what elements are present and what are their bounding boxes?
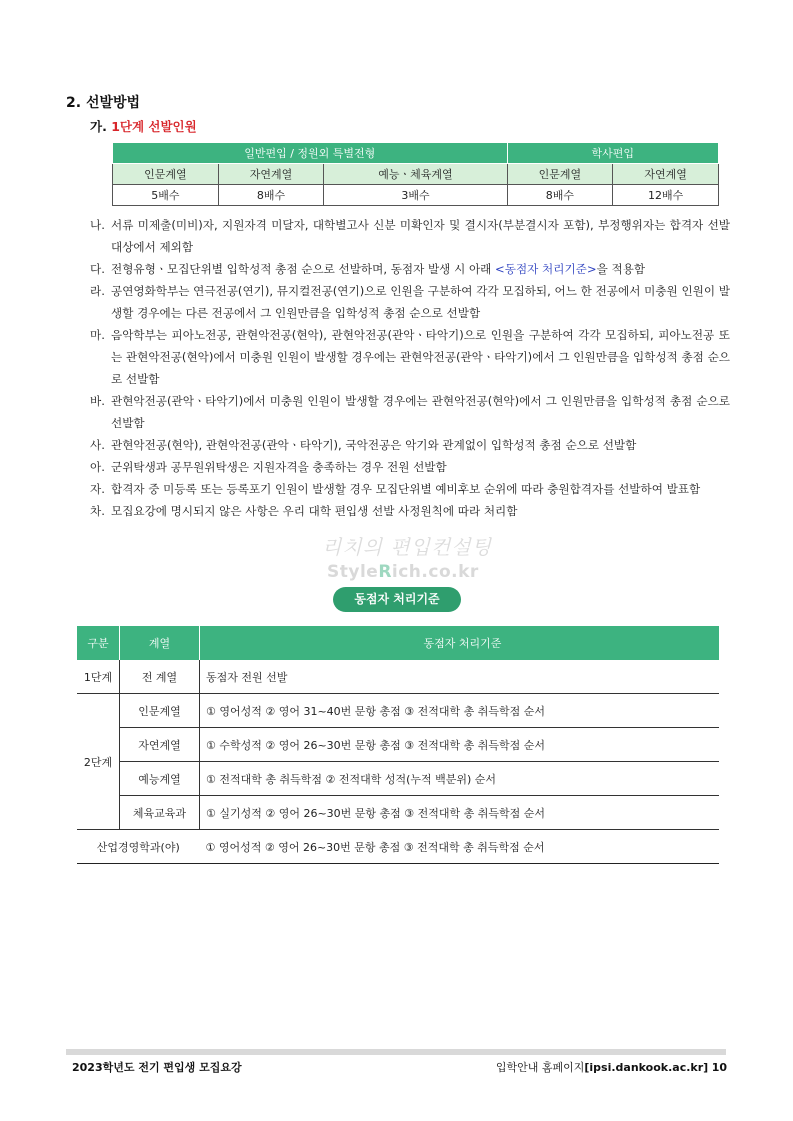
table-row [77,728,719,762]
tie-rule-table [77,626,719,864]
list-item [90,280,730,324]
footer-site-url: [ipsi.dankook.ac.kr] [584,1061,709,1074]
footer-title: 2023학년도 전기 편입생 모집요강 [72,1061,242,1074]
item-text: 음악학부는 피아노전공, 관현악전공(현악), 관현악전공(관악ㆍ타악기)으로 인원을 구분하여 각각 모집하되, 피아노전공 또는 관현악전공(현악)에서 미충원 인원이 발생할 경우에는 관현악전공(관악ㆍ타악기)에서 그 인원만큼을 입학성적 총점 순으로 선발함 [111,328,730,386]
item-text: 공연영화학부는 연극전공(연기), 뮤지컬전공(연기)으로 인원을 구분하여 각각 모집하되, 어느 한 전공에서 미충원 인원이 발생할 경우에는 다른 전공에서 그 인원만큼을 입학성적 총점 순으로 선발함 [111,284,730,320]
item-text-before: 전형유형ㆍ모집단위별 입학성적 총점 순으로 선발하며, 동점자 발생 시 아래 [111,262,496,276]
stage-cell: 2단계 [77,694,120,830]
section-title-text: 선발방법 [85,95,141,111]
item-marker: 차. [90,504,105,518]
table-cell: 12배수 [613,185,719,206]
field-cell: 전 계열 [120,660,200,694]
table-header-row [113,164,719,185]
column-header: 자연계열 [218,164,324,185]
field-cell: 산업경영학과(야) [77,830,200,864]
field-cell: 예능계열 [120,762,200,796]
table-cell: 8배수 [218,185,324,206]
table-cell: 8배수 [507,185,613,206]
rule-cell: ① 실기성적 ② 영어 26~30번 문항 총점 ③ 전적대학 총 취득학점 순서 [200,796,720,830]
table-cell: 3배수 [324,185,507,206]
item-text: 관현악전공(현악), 관현악전공(관악ㆍ타악기), 국악전공은 악기와 관계없이 입학성적 총점 순으로 선발함 [111,438,637,452]
notes-list [90,214,730,522]
footer-site-label: 입학안내 홈페이지 [495,1061,585,1074]
section-number: 2. [66,95,82,111]
list-item [90,258,730,280]
list-item [90,434,730,456]
table-row [113,185,719,206]
subsection-title-text: 1단계 선발인원 [111,119,197,134]
item-marker: 다. [90,262,105,276]
rule-cell: ① 영어성적 ② 영어 31~40번 문항 총점 ③ 전적대학 총 취득학점 순서 [200,694,720,728]
column-header: 구분 [77,626,120,660]
column-header: 인문계열 [507,164,613,185]
stage-cell: 1단계 [77,660,120,694]
item-text-after: 을 적용함 [596,262,646,276]
list-item [90,456,730,478]
item-text: 서류 미제출(미비)자, 지원자격 미달자, 대학별고사 신분 미확인자 및 결시자(부분결시자 포함), 부정행위자는 합격자 선발대상에서 제외함 [111,218,730,254]
footer-divider [66,1049,726,1055]
table-row [77,830,719,864]
table-row [77,660,719,694]
field-cell: 체육교육과 [120,796,200,830]
item-marker: 자. [90,482,105,496]
table-header-row [77,626,719,660]
column-header: 자연계열 [613,164,719,185]
table-row [77,694,719,728]
footer-right [496,1059,727,1075]
column-header: 계열 [120,626,200,660]
item-marker: 마. [90,328,105,342]
item-text: 관현악전공(관악ㆍ타악기)에서 미충원 인원이 발생할 경우에는 관현악전공(현악)에서 그 인원만큼을 입학성적 총점 순으로 선발함 [111,394,730,430]
list-item [90,214,730,258]
column-header: 예능ㆍ체육계열 [324,164,507,185]
watermark-korean: 리치의 편입컨설팅 [322,535,492,559]
watermark-url: StyleRich.co.kr [327,562,479,582]
item-text: 군위탁생과 공무원위탁생은 지원자격을 충족하는 경우 전원 선발함 [111,460,447,474]
table-row [77,762,719,796]
column-header: 인문계열 [113,164,219,185]
tie-rule-badge: 동점자 처리기준 [333,587,461,612]
table-group-row [113,143,719,164]
list-item [90,324,730,390]
group-general: 일반편입 / 정원외 특별전형 [113,143,508,164]
rule-cell: ① 수학성적 ② 영어 26~30번 문항 총점 ③ 전적대학 총 취득학점 순서 [200,728,720,762]
rule-cell: ① 전적대학 총 취득학점 ② 전적대학 성적(누적 백분위) 순서 [200,762,720,796]
list-item [90,390,730,434]
section-title [66,92,140,112]
field-cell: 자연계열 [120,728,200,762]
item-marker: 사. [90,438,105,452]
list-item [90,478,730,500]
first-stage-table [112,142,719,206]
item-text: 모집요강에 명시되지 않은 사항은 우리 대학 편입생 선발 사정원칙에 따라 처리함 [111,504,518,518]
item-text [111,258,730,280]
page-number: 10 [711,1061,727,1074]
item-marker: 라. [90,284,105,298]
group-bachelor: 학사편입 [507,143,718,164]
item-marker: 바. [90,394,105,408]
column-header: 동점자 처리기준 [200,626,720,660]
field-cell: 인문계열 [120,694,200,728]
item-text: 합격자 중 미등록 또는 등록포기 인원이 발생할 경우 모집단위별 예비후보 순위에 따라 충원합격자를 선발하여 발표함 [111,482,701,496]
subsection-marker: 가. [90,119,107,134]
subsection-title [90,117,197,135]
tie-rule-reference: <동점자 처리기준> [495,262,597,276]
list-item [90,500,730,522]
item-marker: 나. [90,218,105,232]
table-row [77,796,719,830]
rule-cell: ① 영어성적 ② 영어 26~30번 문항 총점 ③ 전적대학 총 취득학점 순서 [200,830,720,864]
rule-cell: 동점자 전원 선발 [200,660,720,694]
item-marker: 아. [90,460,105,474]
table-cell: 5배수 [113,185,219,206]
